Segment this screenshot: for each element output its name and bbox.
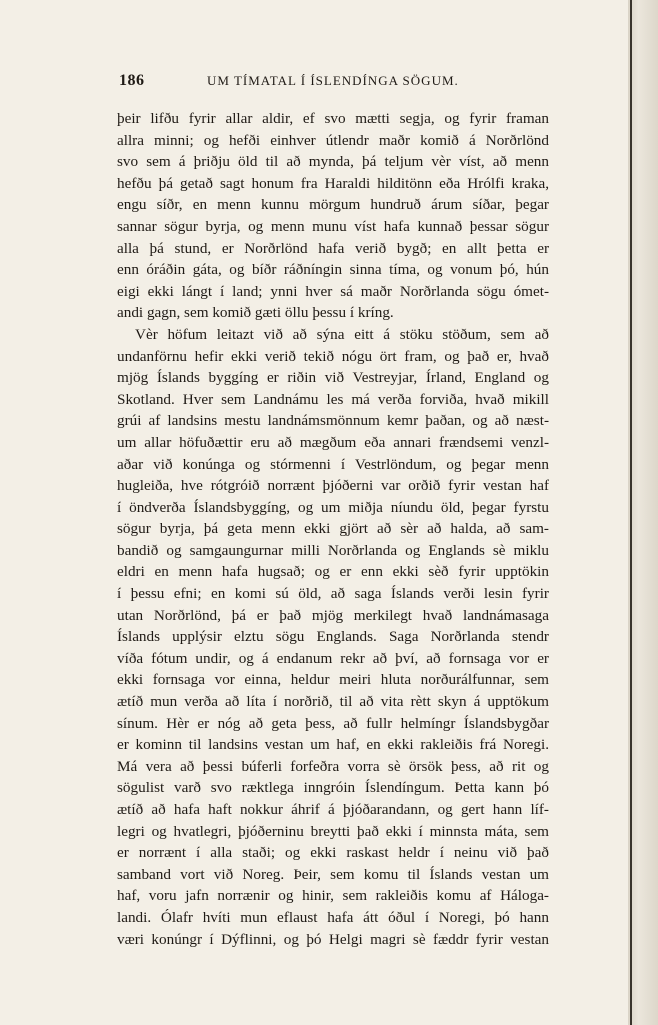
text-line: haf, voru jafn norrænir og hinir, sem rakleiðis komu af Háloga- bbox=[117, 887, 549, 905]
text-line: Má vera að þessi búferli forfeðra vorra sè örsök þess, að rit og bbox=[117, 757, 549, 775]
text-line: grúi af landsins mestu landnámsmönnum kemr þaðan, og að næst- bbox=[117, 412, 549, 430]
text-line: hugleiða, hve rótgróið norrænt þjóðerni var orðið fyrir vestan haf bbox=[117, 477, 549, 495]
text-line: hefðu þá getað sagt honum fra Haraldi hilditönn eða Hrólfi kraka, bbox=[117, 174, 549, 192]
text-line: ætíð mun verða að líta í norðrið, til að vita rètt skyn á upptökum bbox=[117, 693, 549, 711]
text-line: engu síðr, en menn kunnu mörgum hundruð árum síðar, þegar bbox=[117, 196, 549, 214]
text-line: andi gagn, sem komið gæti öllu þessu í kríng. bbox=[117, 304, 394, 322]
text-line: undanförnu hefir ekki verið tekið nógu ört fram, og það er, hvað bbox=[117, 347, 549, 365]
running-title: UM TÍMATAL Í ÍSLENDÍNGA SÖGUM. bbox=[207, 73, 459, 88]
text-line: víða fótum undir, og á endanum rekr að því, að fornsaga vor er bbox=[117, 649, 549, 667]
text-line: um allar höfuðættir eru að mægðum eða annari frændsemi venzl- bbox=[117, 433, 549, 451]
text-line: í öndverða Íslandsbyggíng, og um miðja níundu öld, þegar fyrstu bbox=[117, 498, 549, 516]
text-line: samband vort við Noreg. Þeir, sem komu til Íslands vestan um bbox=[117, 865, 549, 883]
text-line: legri og hvatlegri, þjóðerninu breytti það ekki í minnsta máta, sem bbox=[117, 822, 549, 840]
text-line: landi. Ólafr hvíti mun eflaust hafa átt óðul í Noregi, þó hann bbox=[117, 908, 549, 926]
text-line: sögulist varð svo ræktlega inngróin Íslendíngum. Þetta kann þó bbox=[117, 779, 549, 797]
text-line: bandið og samgaungurnar milli Norðrlanda og Englands sè miklu bbox=[117, 541, 549, 559]
paragraph-start-line: Vèr höfum leitazt við að sýna eitt á stöku stöðum, sem að bbox=[135, 325, 549, 343]
text-line: í þessu efni; en komi sú öld, að saga Íslands verði lesin fyrir bbox=[117, 585, 549, 603]
book-spine-edge bbox=[628, 0, 658, 1025]
text-line: eldri en menn hafa hugsað; og er enn ekki sèð fyrir upptökin bbox=[117, 563, 549, 581]
text-line: Skotland. Hver sem Landnámu les má verða forviða, hvað mikill bbox=[117, 390, 549, 408]
page-header bbox=[119, 72, 549, 92]
page-number: 186 bbox=[119, 72, 145, 89]
text-line: ætíð að hafa haft nokkur áhrif á þjóðarandann, og gert hann líf- bbox=[117, 801, 549, 818]
text-line: ekki fornsaga vor einna, heldur meiri hluta norðurálfunnar, sem bbox=[117, 671, 549, 689]
text-line: alla þá stund, er Norðrlönd hafa verið bygð; en allt þetta er bbox=[117, 239, 549, 257]
text-line: eigi ekki lángt í land; ynni hver sá maðr Norðrlanda sögu ómet- bbox=[117, 282, 549, 300]
text-line: Íslands upplýsir elztu sögu Englands. Saga Norðrlanda stendr bbox=[117, 628, 549, 646]
text-line: væri konúngr í Dýflinni, og þó Helgi magri sè fæddr fyrir vestan bbox=[117, 930, 549, 948]
text-line: svo sem á þriðju öld til að mynda, þá teljum vèr víst, að menn bbox=[117, 153, 549, 171]
text-line: allra minni; og hefði einhver útlendr maðr komið á Norðrlönd bbox=[117, 131, 549, 149]
text-line: utan Norðrlönd, þá er það mjög merkilegt hvað landnámasaga bbox=[117, 606, 549, 624]
text-line: sannar sögur byrja, og menn munu víst hafa kunnað þessar sögur bbox=[117, 217, 549, 235]
text-line: aðar við konúnga og stórmenni í Vestrlöndum, og þegar menn bbox=[117, 455, 549, 473]
text-line: sögur byrja, þá geta menn ekki gjört að sèr að halda, að sam- bbox=[117, 520, 549, 538]
body-text bbox=[117, 108, 549, 950]
text-line: er norrænt í alla staði; og ekki raskast heldr í neinu við það bbox=[117, 844, 549, 862]
text-line: sínum. Hèr er nóg að geta þess, að fullr helmíngr Íslandsbygðar bbox=[117, 714, 549, 732]
text-line: enn óráðin gáta, og bíðr ráðníngin sinna tíma, og vonum þó, hún bbox=[117, 261, 549, 279]
page-edge-line bbox=[630, 0, 632, 1025]
text-line: er kominn til landsins vestan um haf, en ekki rakleiðis frá Noregi. bbox=[117, 736, 549, 754]
text-line: mjög Íslands byggíng er riðin við Vestreyjar, Írland, England og bbox=[117, 369, 549, 387]
text-line: þeir lifðu fyrir allar aldir, ef svo mætti segja, og fyrir framan bbox=[117, 110, 549, 127]
